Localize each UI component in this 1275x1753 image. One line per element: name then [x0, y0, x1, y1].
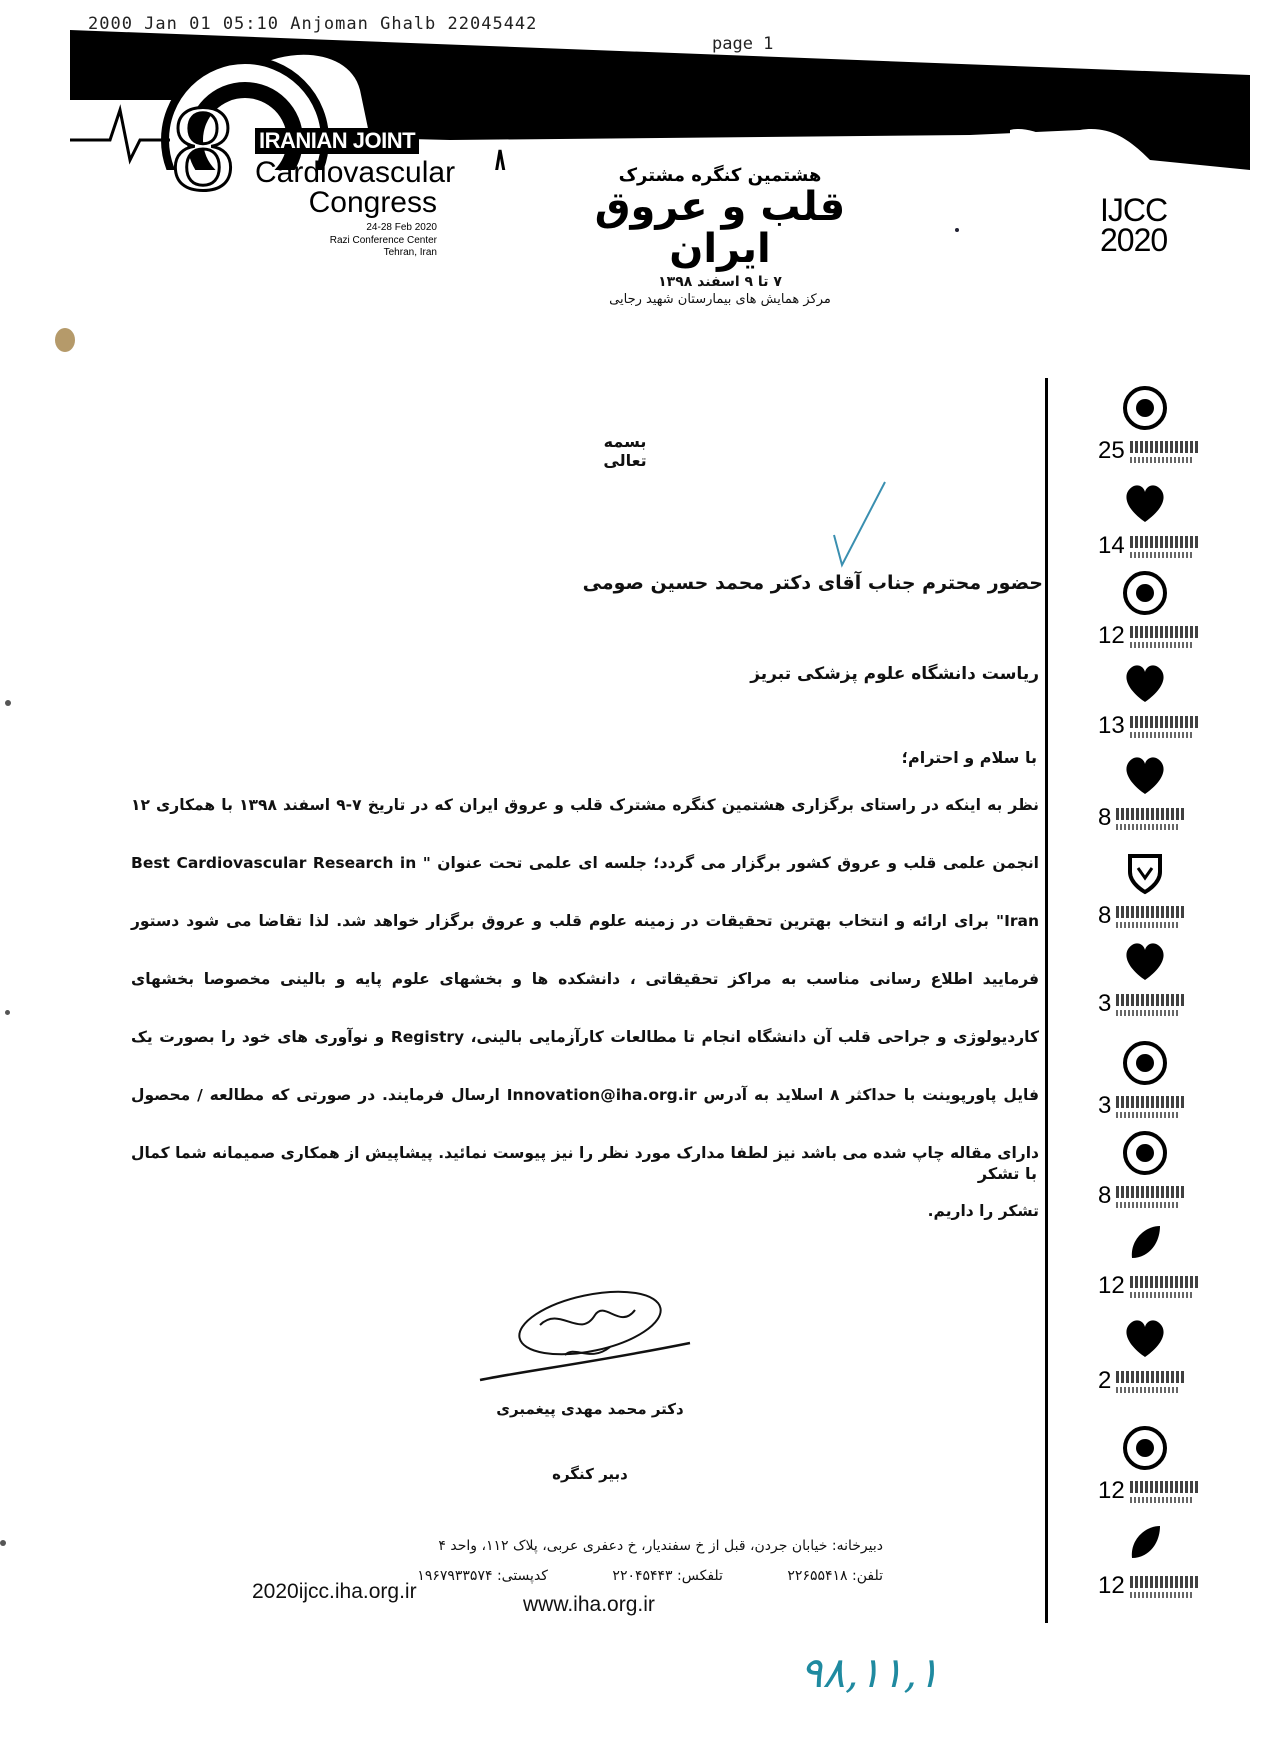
- society-count: 12: [1098, 1477, 1125, 1504]
- sidebar-divider: [1045, 378, 1048, 1623]
- ijcc-mark-line1: IJCC: [1100, 192, 1168, 228]
- congress-logo-en: [255, 128, 455, 260]
- society-logo-icon: [1120, 660, 1170, 706]
- society-name-text: [1116, 994, 1186, 1006]
- header-banner: [70, 30, 1250, 170]
- society-count: 2: [1098, 1367, 1112, 1394]
- society-count: 8: [1098, 804, 1112, 831]
- society-name-text: [1130, 1481, 1200, 1493]
- footer-contacts: [357, 1568, 883, 1584]
- society-name-text: [1130, 626, 1200, 638]
- society-count: 12: [1098, 1272, 1125, 1299]
- checkmark-icon: [830, 480, 890, 570]
- logo-en-venue: Razi Conference Center: [329, 234, 437, 246]
- society-name-text: [1130, 716, 1200, 728]
- society-count: 25: [1098, 437, 1125, 464]
- footer-postcode: کدپستی: ۱۹۶۷۹۳۳۵۷۴: [417, 1568, 548, 1584]
- society-logo-icon: [1120, 1040, 1170, 1086]
- society-name-subtext: [1130, 457, 1192, 463]
- society-name-text: [1130, 441, 1200, 453]
- footer-congress-website[interactable]: 2020ijcc.iha.org.ir: [252, 1580, 417, 1603]
- basmala: بسمه تعالی: [603, 432, 647, 470]
- footer-fax: تلفکس: ۲۲۰۴۵۴۴۳: [612, 1568, 723, 1584]
- congress-number: 8: [168, 87, 238, 215]
- handwritten-date-note: ۹۸,۱۱,۱: [800, 1648, 940, 1697]
- society-logo-icon: [1120, 850, 1170, 896]
- society-logo-icon: [1120, 1425, 1170, 1471]
- addressee-position: ریاست دانشگاه علوم پزشکی تبریز: [750, 664, 1039, 684]
- society-name-subtext: [1116, 1010, 1178, 1016]
- scan-speck: [5, 1010, 10, 1015]
- society-logo-icon: [1120, 385, 1170, 431]
- society-count: 8: [1098, 902, 1112, 929]
- logo-fa-line1: هشتمین کنگره مشترک: [618, 165, 822, 186]
- signer-name: دکتر محمد مهدی پیغمبری: [496, 1400, 684, 1418]
- addressee: حضور محترم جناب آقای دکتر محمد حسین صومی: [582, 572, 1043, 594]
- society-name-subtext: [1116, 922, 1178, 928]
- logo-en-line2: Cardiovascular: [255, 156, 456, 189]
- society-count: 3: [1098, 1092, 1112, 1119]
- society-name-subtext: [1116, 824, 1178, 830]
- logo-en-line1: IRANIAN JOINT: [255, 128, 419, 154]
- closing-line: با تشکر: [977, 1164, 1037, 1183]
- footer-address: دبیرخانه: خیابان جردن، قبل از خ سفندیار، خ دعفری عربی، پلاک ۱۱۲، واحد ۴: [438, 1538, 883, 1554]
- greeting: با سلام و احترام؛: [901, 748, 1037, 767]
- fax-header-line: 2000 Jan 01 05:10 Anjoman Ghalb 22045442: [88, 14, 538, 34]
- society-count: 12: [1098, 1572, 1125, 1599]
- society-count: 3: [1098, 990, 1112, 1017]
- society-name-text: [1130, 1276, 1200, 1288]
- society-logo-icon: [1120, 1130, 1170, 1176]
- letter-body: نظر به اینکه در راستای برگزاری هشتمین کنگره مشترک قلب و عروق ایران که در تاریخ ۷-۹ اسفند ۱۳۹۸ با همکاری ۱۲ انجمن علمی قلب و عروق کشور برگزار می گردد؛ جلسه ای علمی تحت عنوان " Best Cardiovascular Research in Iran" برای ارائه و انتخاب بهترین تحقیقات در زمینه علوم قلب و عروق برگزار خواهد شد. لذا تقاضا می شود دستور فرمایید اطلاع رسانی مناسب به مراکز تحقیقاتی ، دانشکده ها و بخشهای علوم پایه و بالینی مخصوصا بخشهای کاردیولوژی و جراحی قلب آن دانشگاه انجام تا مطالعات کارآزمایی بالینی، Registry و نوآوری های خود را بصورت یک فایل پاورپوینت با حداکثر ۸ اسلاید به آدرس Innovation@iha.org.ir ارسال فرمایند. در صورتی که مطالعه / محصول دارای مقاله چاپ شده می باشد نیز لطفا مدارک مورد نظر را نیز پیوست نمائید. پیشاپیش از همکاری صمیمانه شما کمال تشکر را داریم.: [131, 796, 1040, 1220]
- society-name-subtext: [1130, 1497, 1192, 1503]
- society-count: 8: [1098, 1182, 1112, 1209]
- society-name-text: [1116, 906, 1186, 918]
- scan-speck: [0, 1540, 6, 1546]
- scan-speck: [5, 700, 11, 706]
- logo-fa-line3: ۷ تا ۹ اسفند ۱۳۹۸: [658, 274, 782, 290]
- society-name-subtext: [1116, 1202, 1178, 1208]
- fax-page-number: page 1: [712, 34, 774, 54]
- signature: [470, 1285, 700, 1395]
- society-logo-icon: [1120, 1520, 1170, 1566]
- society-name-text: [1116, 1371, 1186, 1383]
- logo-en-dates: 24-28 Feb 2020: [366, 222, 437, 233]
- society-name-text: [1130, 536, 1200, 548]
- society-name-subtext: [1130, 552, 1192, 558]
- society-count: 14: [1098, 532, 1125, 559]
- society-name-text: [1116, 1186, 1186, 1198]
- society-name-subtext: [1116, 1387, 1178, 1393]
- ijcc-mark: [1100, 192, 1168, 259]
- society-name-text: [1130, 1576, 1200, 1588]
- logo-fa-line2: قلب و عروق ایران: [594, 184, 846, 272]
- society-logo-icon: [1120, 570, 1170, 616]
- society-logo-icon: [1120, 1220, 1170, 1266]
- society-name-text: [1116, 808, 1186, 820]
- society-logo-icon: [1120, 752, 1170, 798]
- society-name-text: [1116, 1096, 1186, 1108]
- society-name-subtext: [1130, 1292, 1192, 1298]
- signer-role: دبیر کنگره: [552, 1465, 628, 1483]
- footer-main-website[interactable]: www.iha.org.ir: [523, 1593, 655, 1616]
- congress-logo-fa: [570, 165, 870, 307]
- logo-en-city: Tehran, Iran: [383, 247, 437, 258]
- society-logo-icon: [1120, 938, 1170, 984]
- society-count: 12: [1098, 622, 1125, 649]
- society-logo-icon: [1120, 480, 1170, 526]
- society-logo-icon: [1120, 1315, 1170, 1361]
- society-count: 13: [1098, 712, 1125, 739]
- society-name-subtext: [1130, 732, 1192, 738]
- society-name-subtext: [1116, 1112, 1178, 1118]
- footer-phone: تلفن: ۲۲۶۵۵۴۱۸: [787, 1568, 883, 1584]
- society-name-subtext: [1130, 1592, 1192, 1598]
- society-name-subtext: [1130, 642, 1192, 648]
- logo-fa-line4: مرکز همایش های بیمارستان شهید رجایی: [609, 292, 831, 307]
- scan-stain: [55, 328, 75, 352]
- logo-en-line3: Congress: [308, 186, 437, 219]
- scan-speck: [955, 228, 959, 232]
- ijcc-mark-line2: 2020: [1100, 222, 1168, 259]
